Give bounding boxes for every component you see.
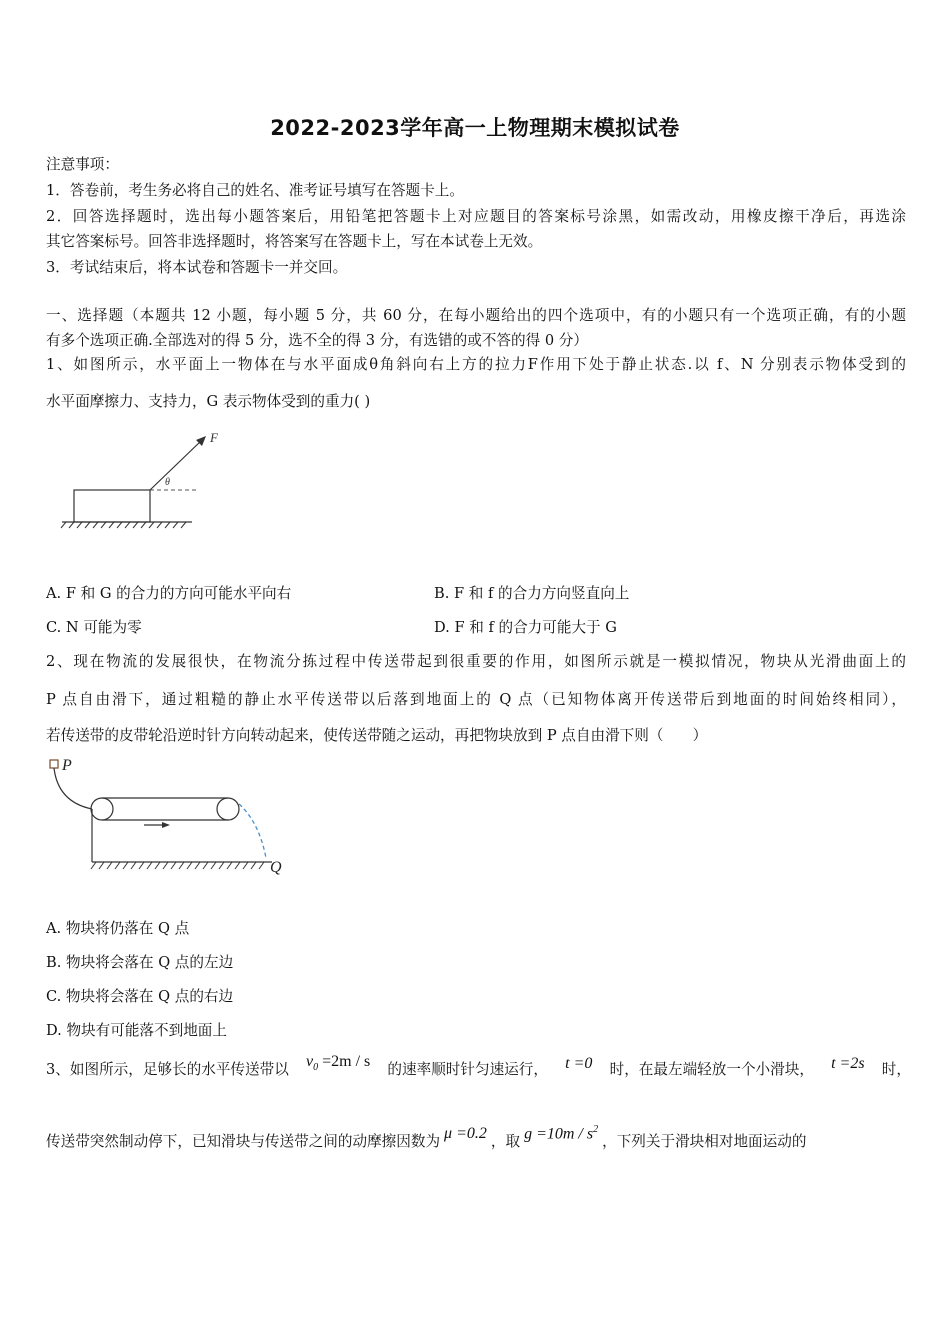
text-segment: 时，在最左端轻放一个小滑块，	[609, 1061, 814, 1078]
question-2-stem: P 点自由滑下，通过粗糙的静止水平传送带以后落到地面上的 Q 点（已知物体离开传送带后到地面的时间始终相同），	[46, 691, 906, 708]
question-1-stem: 1、如图所示，水平面上一物体在与水平面成θ角斜向右上方的拉力F作用下处于静止状态.以 f、N 分别表示物体受到的	[46, 356, 906, 373]
page-title: 2022-2023学年高一上物理期末模拟试卷	[270, 116, 680, 140]
block-shape	[50, 760, 58, 768]
question-2-option-b: B. 物块将会落在 Q 点的左边	[46, 954, 234, 971]
question-1-figure	[56, 418, 256, 538]
notice-item: 1．答卷前，考生务必将自己的姓名、准考证号填写在答题卡上。	[46, 182, 464, 199]
ground-hatch	[61, 522, 186, 528]
question-1-option-d: D. F 和 f 的合力可能大于 G	[434, 619, 617, 636]
t0-formula: t =0	[565, 1055, 593, 1072]
text-segment: 3、如图所示，足够长的水平传送带以	[46, 1061, 289, 1078]
question-1-stem: 水平面摩擦力、支持力，G 表示物体受到的重力( )	[46, 393, 371, 410]
curved-slope	[54, 768, 92, 809]
force-arrow	[150, 440, 202, 490]
question-1-option-b: B. F 和 f 的合力方向竖直向上	[434, 585, 630, 602]
question-1-option-a: A. F 和 G 的合力的方向可能水平向右	[46, 585, 292, 602]
question-2-option-a: A. 物块将仍落在 Q 点	[46, 920, 190, 937]
question-3-stem	[46, 1053, 911, 1081]
g-superscript: 2	[593, 1123, 599, 1135]
ground-hatch	[91, 862, 264, 869]
trajectory-path	[239, 804, 266, 858]
text-segment: ，下列关于滑块相对地面运动的	[602, 1133, 807, 1150]
v0-value: =2m / s	[322, 1053, 371, 1070]
section-instructions: 有多个选项正确.全部选对的得 5 分，选不全的得 3 分，有选错的或不答的得 0 分）	[46, 332, 588, 349]
g-value: g =10m / s	[524, 1125, 594, 1142]
notice-item: 其它答案标号。回答非选择题时，将答案写在答题卡上，写在本试卷上无效。	[46, 233, 543, 250]
arrow-head-icon	[162, 822, 170, 828]
pulley-right	[217, 798, 239, 820]
question-2-stem: 若传送带的皮带轮沿逆时针方向转动起来，使传送带随之运动，再把物块放到 P 点自由滑下则（ ）	[46, 727, 708, 744]
force-label: F	[210, 430, 218, 445]
g-formula	[524, 1124, 598, 1143]
block-shape	[74, 490, 150, 522]
notice-heading: 注意事项：	[46, 156, 119, 173]
pulley-left	[91, 798, 113, 820]
question-1-option-c: C. N 可能为零	[46, 619, 142, 636]
text-segment: 时，	[881, 1061, 911, 1078]
text-segment: ，取	[490, 1133, 521, 1150]
v0-subscript: 0	[313, 1062, 319, 1074]
angle-label: θ	[165, 477, 170, 488]
v0-symbol: v	[305, 1053, 314, 1070]
question-2-stem: 2、现在物流的发展很快，在物流分拣过程中传送带起到很重要的作用，如图所示就是一模拟情况，物块从光滑曲面上的	[46, 653, 906, 670]
point-q-label: Q	[270, 859, 282, 876]
notice-item: 3．考试结束后，将本试卷和答题卡一并交回。	[46, 259, 348, 276]
text-segment: 的速率顺时针匀速运行，	[387, 1061, 548, 1078]
point-p-label: P	[62, 757, 72, 774]
mu-formula: μ =0.2	[444, 1125, 487, 1142]
question-2-figure	[44, 752, 304, 882]
v0-formula	[306, 1053, 370, 1073]
text-segment: 传送带突然制动停下，已知滑块与传送带之间的动摩擦因数为	[46, 1133, 441, 1150]
question-3-stem	[46, 1123, 906, 1151]
question-2-option-c: C. 物块将会落在 Q 点的右边	[46, 988, 234, 1005]
section-instructions: 一、选择题（本题共 12 小题，每小题 5 分，共 60 分，在每小题给出的四个选项中，有的小题只有一个选项正确，有的小题	[46, 307, 906, 324]
question-2-option-d: D. 物块有可能落不到地面上	[46, 1022, 227, 1039]
t2-formula: t =2s	[831, 1055, 865, 1072]
notice-item: 2．回答选择题时，选出每小题答案后，用铅笔把答题卡上对应题目的答案标号涂黑，如需改动，用橡皮擦干净后，再选涂	[46, 208, 906, 225]
